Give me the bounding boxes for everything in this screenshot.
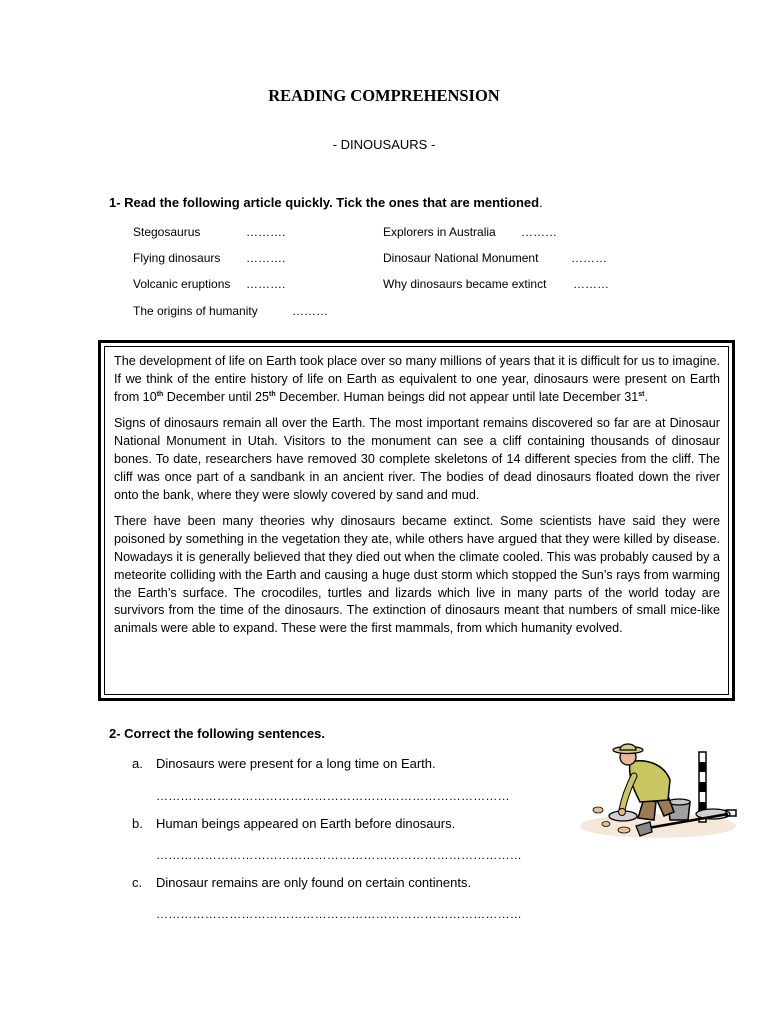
- p1-sup-2: th: [269, 390, 276, 398]
- article-inner-border: [104, 346, 729, 695]
- tick-item-flying-dinosaurs[interactable]: [133, 251, 286, 265]
- tick-blank[interactable]: ……….: [246, 251, 286, 265]
- article-paragraph-1: [114, 353, 720, 406]
- sentence-a: [132, 756, 436, 771]
- sentence-text: Human beings appeared on Earth before dinosaurs.: [156, 816, 456, 831]
- question-2-heading: 2- Correct the following sentences.: [109, 726, 325, 741]
- question-1-period: .: [539, 195, 543, 210]
- article-box: [98, 340, 735, 701]
- p1-part-b: December until 25: [163, 389, 270, 404]
- tick-blank[interactable]: ………: [571, 251, 607, 265]
- tick-item-explorers[interactable]: [383, 225, 557, 239]
- answer-line-c[interactable]: ………………………………………………………………………………: [156, 907, 522, 921]
- p1-part-c: December. Human beings did not appear until late December 31: [275, 389, 639, 404]
- article-paragraph-3: There have been many theories why dinosaurs became extinct. Some scientists have said they were poisoned by something in the vegetation they ate, while others have argued that they were killed by disease. Nowadays it is generally believed that they died out when the climate cooled. This was probably caused by a meteorite colliding with the Earth and causing a huge dust storm which stopped the Sun’s rays from warming the Earth’s surface. The crocodiles, turtles and lizards which live in many parts of the world today are survivors from the time of the dinosaurs. The extinction of dinosaurs meant that numbers of small mice-like animals were able to expand. These were the first mammals, from which humanity evolved.: [114, 514, 720, 636]
- tick-item-label: Flying dinosaurs: [133, 251, 221, 265]
- tick-item-label: Explorers in Australia: [383, 225, 496, 239]
- sentence-letter: b.: [132, 816, 143, 831]
- tick-item-national-monument[interactable]: [383, 251, 607, 265]
- page-title: READING COMPREHENSION: [268, 86, 500, 105]
- tick-item-label: Dinosaur National Monument: [383, 251, 539, 265]
- p1-part-d: .: [644, 389, 648, 404]
- page-subtitle: - DINOUSAURS -: [332, 137, 436, 152]
- tick-item-label: Volcanic eruptions: [133, 277, 231, 291]
- tick-item-volcanic-eruptions[interactable]: [133, 277, 286, 291]
- answer-line-b[interactable]: ………………………………………………………………………………: [156, 848, 522, 862]
- tick-blank[interactable]: ………: [292, 304, 328, 318]
- question-1-heading: [109, 195, 543, 210]
- tick-item-label: Stegosaurus: [133, 225, 201, 239]
- tick-item-extinction[interactable]: [383, 277, 609, 291]
- answer-line-a[interactable]: ……………………………………………………………………………: [156, 789, 510, 803]
- archaeologist-digging-icon: [578, 740, 754, 845]
- tick-blank[interactable]: ……….: [246, 277, 286, 291]
- sentence-c: [132, 875, 471, 890]
- tick-item-origins-humanity[interactable]: [133, 304, 328, 318]
- question-1-text: 1- Read the following article quickly. Tick the ones that are mentioned: [109, 195, 540, 210]
- p1-part-a: The development of life on Earth took place over so many millions of years that it is difficult for us to imagine. If we think of the entire history of life on Earth as equivalent to one year, dinosaurs were present on Earth from 10: [114, 354, 720, 404]
- sentence-letter: c.: [132, 875, 143, 890]
- tick-item-stegosaurus[interactable]: [133, 225, 286, 239]
- sentence-b: [132, 816, 455, 831]
- article-paragraph-2: Signs of dinosaurs remain all over the Earth. The most important remains discovered so far are at Dinosaur National Monument in Utah. Visitors to the monument can see a cliff containing thousands of dinosaur bones. To date, researchers have removed 30 complete skeletons of 14 different species from the cliff. The cliff was once part of a sandbank in an ancient river. The bodies of dead dinosaurs floated down the river onto the bank, where they were slowly covered by sand and mud.: [114, 416, 720, 502]
- p1-sup-3: st: [638, 390, 645, 398]
- tick-blank[interactable]: ………: [573, 277, 609, 291]
- sentence-text: Dinosaurs were present for a long time on Earth.: [156, 756, 436, 771]
- sentence-text: Dinosaur remains are only found on certain continents.: [156, 875, 472, 890]
- tick-item-label: The origins of humanity: [133, 304, 258, 318]
- sentence-letter: a.: [132, 756, 143, 771]
- tick-item-label: Why dinosaurs became extinct: [383, 277, 547, 291]
- tick-blank[interactable]: ……….: [246, 225, 286, 239]
- tick-blank[interactable]: ………: [521, 225, 557, 239]
- p1-sup-1: th: [156, 390, 164, 398]
